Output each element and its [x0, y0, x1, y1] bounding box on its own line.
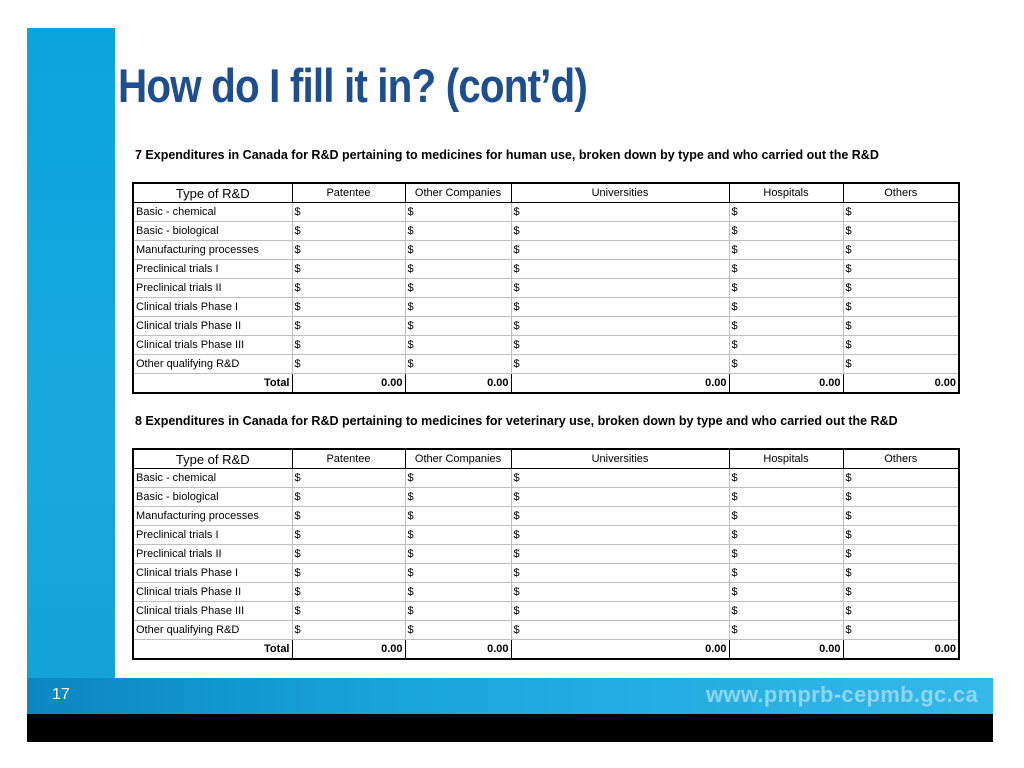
amount-cell[interactable]: $ — [511, 488, 729, 507]
amount-cell[interactable]: $ — [843, 336, 959, 355]
table-header-row — [133, 449, 959, 469]
row-label: Clinical trials Phase III — [133, 602, 292, 621]
table-row — [133, 355, 959, 374]
amount-cell[interactable]: $ — [843, 222, 959, 241]
amount-cell[interactable]: $ — [729, 621, 843, 640]
amount-cell[interactable]: $ — [511, 602, 729, 621]
amount-cell[interactable]: $ — [843, 260, 959, 279]
column-header: Patentee — [292, 449, 405, 469]
amount-cell[interactable]: $ — [843, 526, 959, 545]
amount-cell[interactable]: $ — [729, 336, 843, 355]
total-row — [133, 374, 959, 394]
footer-black-band — [27, 714, 993, 742]
column-header: Other Companies — [405, 449, 511, 469]
table-row — [133, 260, 959, 279]
amount-cell[interactable]: $ — [511, 526, 729, 545]
total-value: 0.00 — [511, 640, 729, 660]
amount-cell[interactable]: $ — [405, 583, 511, 602]
amount-cell[interactable]: $ — [511, 317, 729, 336]
column-header: Universities — [511, 449, 729, 469]
amount-cell[interactable]: $ — [843, 621, 959, 640]
row-label: Clinical trials Phase II — [133, 317, 292, 336]
column-header: Other Companies — [405, 183, 511, 203]
amount-cell[interactable]: $ — [511, 621, 729, 640]
row-label: Clinical trials Phase I — [133, 564, 292, 583]
amount-cell[interactable]: $ — [511, 507, 729, 526]
section-7-heading: 7 Expenditures in Canada for R&D pertaining to medicines for human use, broken down by type and who carried out the R&D — [135, 148, 879, 162]
amount-cell[interactable]: $ — [843, 317, 959, 336]
total-label: Total — [133, 640, 292, 660]
amount-cell[interactable]: $ — [405, 564, 511, 583]
page-number: 17 — [52, 686, 70, 703]
amount-cell[interactable]: $ — [405, 241, 511, 260]
table-row — [133, 507, 959, 526]
amount-cell[interactable]: $ — [405, 298, 511, 317]
amount-cell[interactable]: $ — [511, 222, 729, 241]
total-value: 0.00 — [511, 374, 729, 394]
amount-cell[interactable]: $ — [843, 469, 959, 488]
total-value: 0.00 — [729, 374, 843, 394]
amount-cell[interactable]: $ — [292, 564, 405, 583]
amount-cell[interactable]: $ — [292, 507, 405, 526]
total-value: 0.00 — [843, 374, 959, 394]
website-url: www.pmprb-cepmb.gc.ca — [706, 682, 978, 707]
amount-cell[interactable]: $ — [405, 336, 511, 355]
amount-cell[interactable]: $ — [511, 469, 729, 488]
amount-cell[interactable]: $ — [292, 222, 405, 241]
amount-cell[interactable]: $ — [405, 222, 511, 241]
amount-cell[interactable]: $ — [843, 583, 959, 602]
column-header: Patentee — [292, 183, 405, 203]
column-header-type: Type of R&D — [133, 183, 292, 203]
amount-cell[interactable]: $ — [729, 241, 843, 260]
amount-cell[interactable]: $ — [292, 583, 405, 602]
amount-cell[interactable]: $ — [292, 526, 405, 545]
column-header: Hospitals — [729, 449, 843, 469]
amount-cell[interactable]: $ — [843, 355, 959, 374]
table-row — [133, 526, 959, 545]
left-accent-bar — [27, 28, 115, 713]
amount-cell[interactable]: $ — [729, 222, 843, 241]
amount-cell[interactable]: $ — [292, 279, 405, 298]
amount-cell[interactable]: $ — [729, 279, 843, 298]
amount-cell[interactable]: $ — [843, 488, 959, 507]
row-label: Basic - chemical — [133, 203, 292, 222]
row-label: Preclinical trials I — [133, 260, 292, 279]
total-value: 0.00 — [405, 640, 511, 660]
row-label: Preclinical trials II — [133, 545, 292, 564]
amount-cell[interactable]: $ — [405, 621, 511, 640]
row-label: Other qualifying R&D — [133, 621, 292, 640]
amount-cell[interactable]: $ — [511, 336, 729, 355]
amount-cell[interactable]: $ — [292, 241, 405, 260]
amount-cell[interactable]: $ — [405, 355, 511, 374]
amount-cell[interactable]: $ — [511, 583, 729, 602]
amount-cell[interactable]: $ — [405, 488, 511, 507]
amount-cell[interactable]: $ — [511, 203, 729, 222]
amount-cell[interactable]: $ — [511, 260, 729, 279]
amount-cell[interactable]: $ — [405, 545, 511, 564]
amount-cell[interactable]: $ — [292, 488, 405, 507]
table-row — [133, 583, 959, 602]
amount-cell[interactable]: $ — [843, 279, 959, 298]
table-row — [133, 317, 959, 336]
amount-cell[interactable]: $ — [729, 545, 843, 564]
table-row — [133, 469, 959, 488]
amount-cell[interactable]: $ — [843, 298, 959, 317]
amount-cell[interactable]: $ — [729, 564, 843, 583]
row-label: Other qualifying R&D — [133, 355, 292, 374]
table-row — [133, 241, 959, 260]
column-header-type: Type of R&D — [133, 449, 292, 469]
amount-cell[interactable]: $ — [511, 241, 729, 260]
amount-cell[interactable]: $ — [729, 602, 843, 621]
total-value: 0.00 — [843, 640, 959, 660]
amount-cell[interactable]: $ — [843, 602, 959, 621]
amount-cell[interactable]: $ — [405, 260, 511, 279]
row-label: Clinical trials Phase III — [133, 336, 292, 355]
total-value: 0.00 — [292, 374, 405, 394]
amount-cell[interactable]: $ — [511, 298, 729, 317]
amount-cell[interactable]: $ — [729, 526, 843, 545]
amount-cell[interactable]: $ — [511, 279, 729, 298]
amount-cell[interactable]: $ — [292, 621, 405, 640]
amount-cell[interactable]: $ — [511, 564, 729, 583]
amount-cell[interactable]: $ — [292, 298, 405, 317]
amount-cell[interactable]: $ — [729, 469, 843, 488]
amount-cell[interactable]: $ — [292, 203, 405, 222]
amount-cell[interactable]: $ — [292, 317, 405, 336]
row-label: Manufacturing processes — [133, 507, 292, 526]
total-value: 0.00 — [292, 640, 405, 660]
total-value: 0.00 — [729, 640, 843, 660]
table-row — [133, 336, 959, 355]
amount-cell[interactable]: $ — [405, 203, 511, 222]
table-row — [133, 203, 959, 222]
total-value: 0.00 — [405, 374, 511, 394]
amount-cell[interactable]: $ — [511, 355, 729, 374]
amount-cell[interactable]: $ — [292, 602, 405, 621]
amount-cell[interactable]: $ — [292, 336, 405, 355]
amount-cell[interactable]: $ — [729, 488, 843, 507]
total-row — [133, 640, 959, 660]
amount-cell[interactable]: $ — [292, 469, 405, 488]
row-label: Basic - chemical — [133, 469, 292, 488]
section-7-table — [132, 182, 960, 394]
amount-cell[interactable]: $ — [405, 602, 511, 621]
amount-cell[interactable]: $ — [843, 545, 959, 564]
amount-cell[interactable]: $ — [292, 260, 405, 279]
amount-cell[interactable]: $ — [405, 317, 511, 336]
table-row — [133, 564, 959, 583]
section-8-table — [132, 448, 960, 660]
amount-cell[interactable]: $ — [405, 526, 511, 545]
amount-cell[interactable]: $ — [843, 241, 959, 260]
row-label: Basic - biological — [133, 222, 292, 241]
row-label: Manufacturing processes — [133, 241, 292, 260]
section-8-heading: 8 Expenditures in Canada for R&D pertaining to medicines for veterinary use, broken down by type and who carried out the R&D — [135, 414, 898, 428]
table-row — [133, 222, 959, 241]
amount-cell[interactable]: $ — [292, 355, 405, 374]
slide-title: How do I fill it in? (cont’d) — [118, 59, 587, 112]
amount-cell[interactable]: $ — [729, 507, 843, 526]
amount-cell[interactable]: $ — [729, 317, 843, 336]
row-label: Basic - biological — [133, 488, 292, 507]
amount-cell[interactable]: $ — [729, 260, 843, 279]
amount-cell[interactable]: $ — [843, 203, 959, 222]
amount-cell[interactable]: $ — [729, 355, 843, 374]
column-header: Universities — [511, 183, 729, 203]
table-header-row — [133, 183, 959, 203]
amount-cell[interactable]: $ — [729, 583, 843, 602]
amount-cell[interactable]: $ — [292, 545, 405, 564]
amount-cell[interactable]: $ — [405, 279, 511, 298]
row-label: Clinical trials Phase II — [133, 583, 292, 602]
amount-cell[interactable]: $ — [405, 507, 511, 526]
amount-cell[interactable]: $ — [405, 469, 511, 488]
amount-cell[interactable]: $ — [729, 203, 843, 222]
column-header: Hospitals — [729, 183, 843, 203]
table-row — [133, 488, 959, 507]
row-label: Preclinical trials II — [133, 279, 292, 298]
amount-cell[interactable]: $ — [843, 564, 959, 583]
table-row — [133, 298, 959, 317]
amount-cell[interactable]: $ — [511, 545, 729, 564]
total-label: Total — [133, 374, 292, 394]
amount-cell[interactable]: $ — [843, 507, 959, 526]
table-row — [133, 279, 959, 298]
table-row — [133, 621, 959, 640]
row-label: Clinical trials Phase I — [133, 298, 292, 317]
column-header: Others — [843, 183, 959, 203]
column-header: Others — [843, 449, 959, 469]
table-row — [133, 545, 959, 564]
row-label: Preclinical trials I — [133, 526, 292, 545]
table-row — [133, 602, 959, 621]
amount-cell[interactable]: $ — [729, 298, 843, 317]
